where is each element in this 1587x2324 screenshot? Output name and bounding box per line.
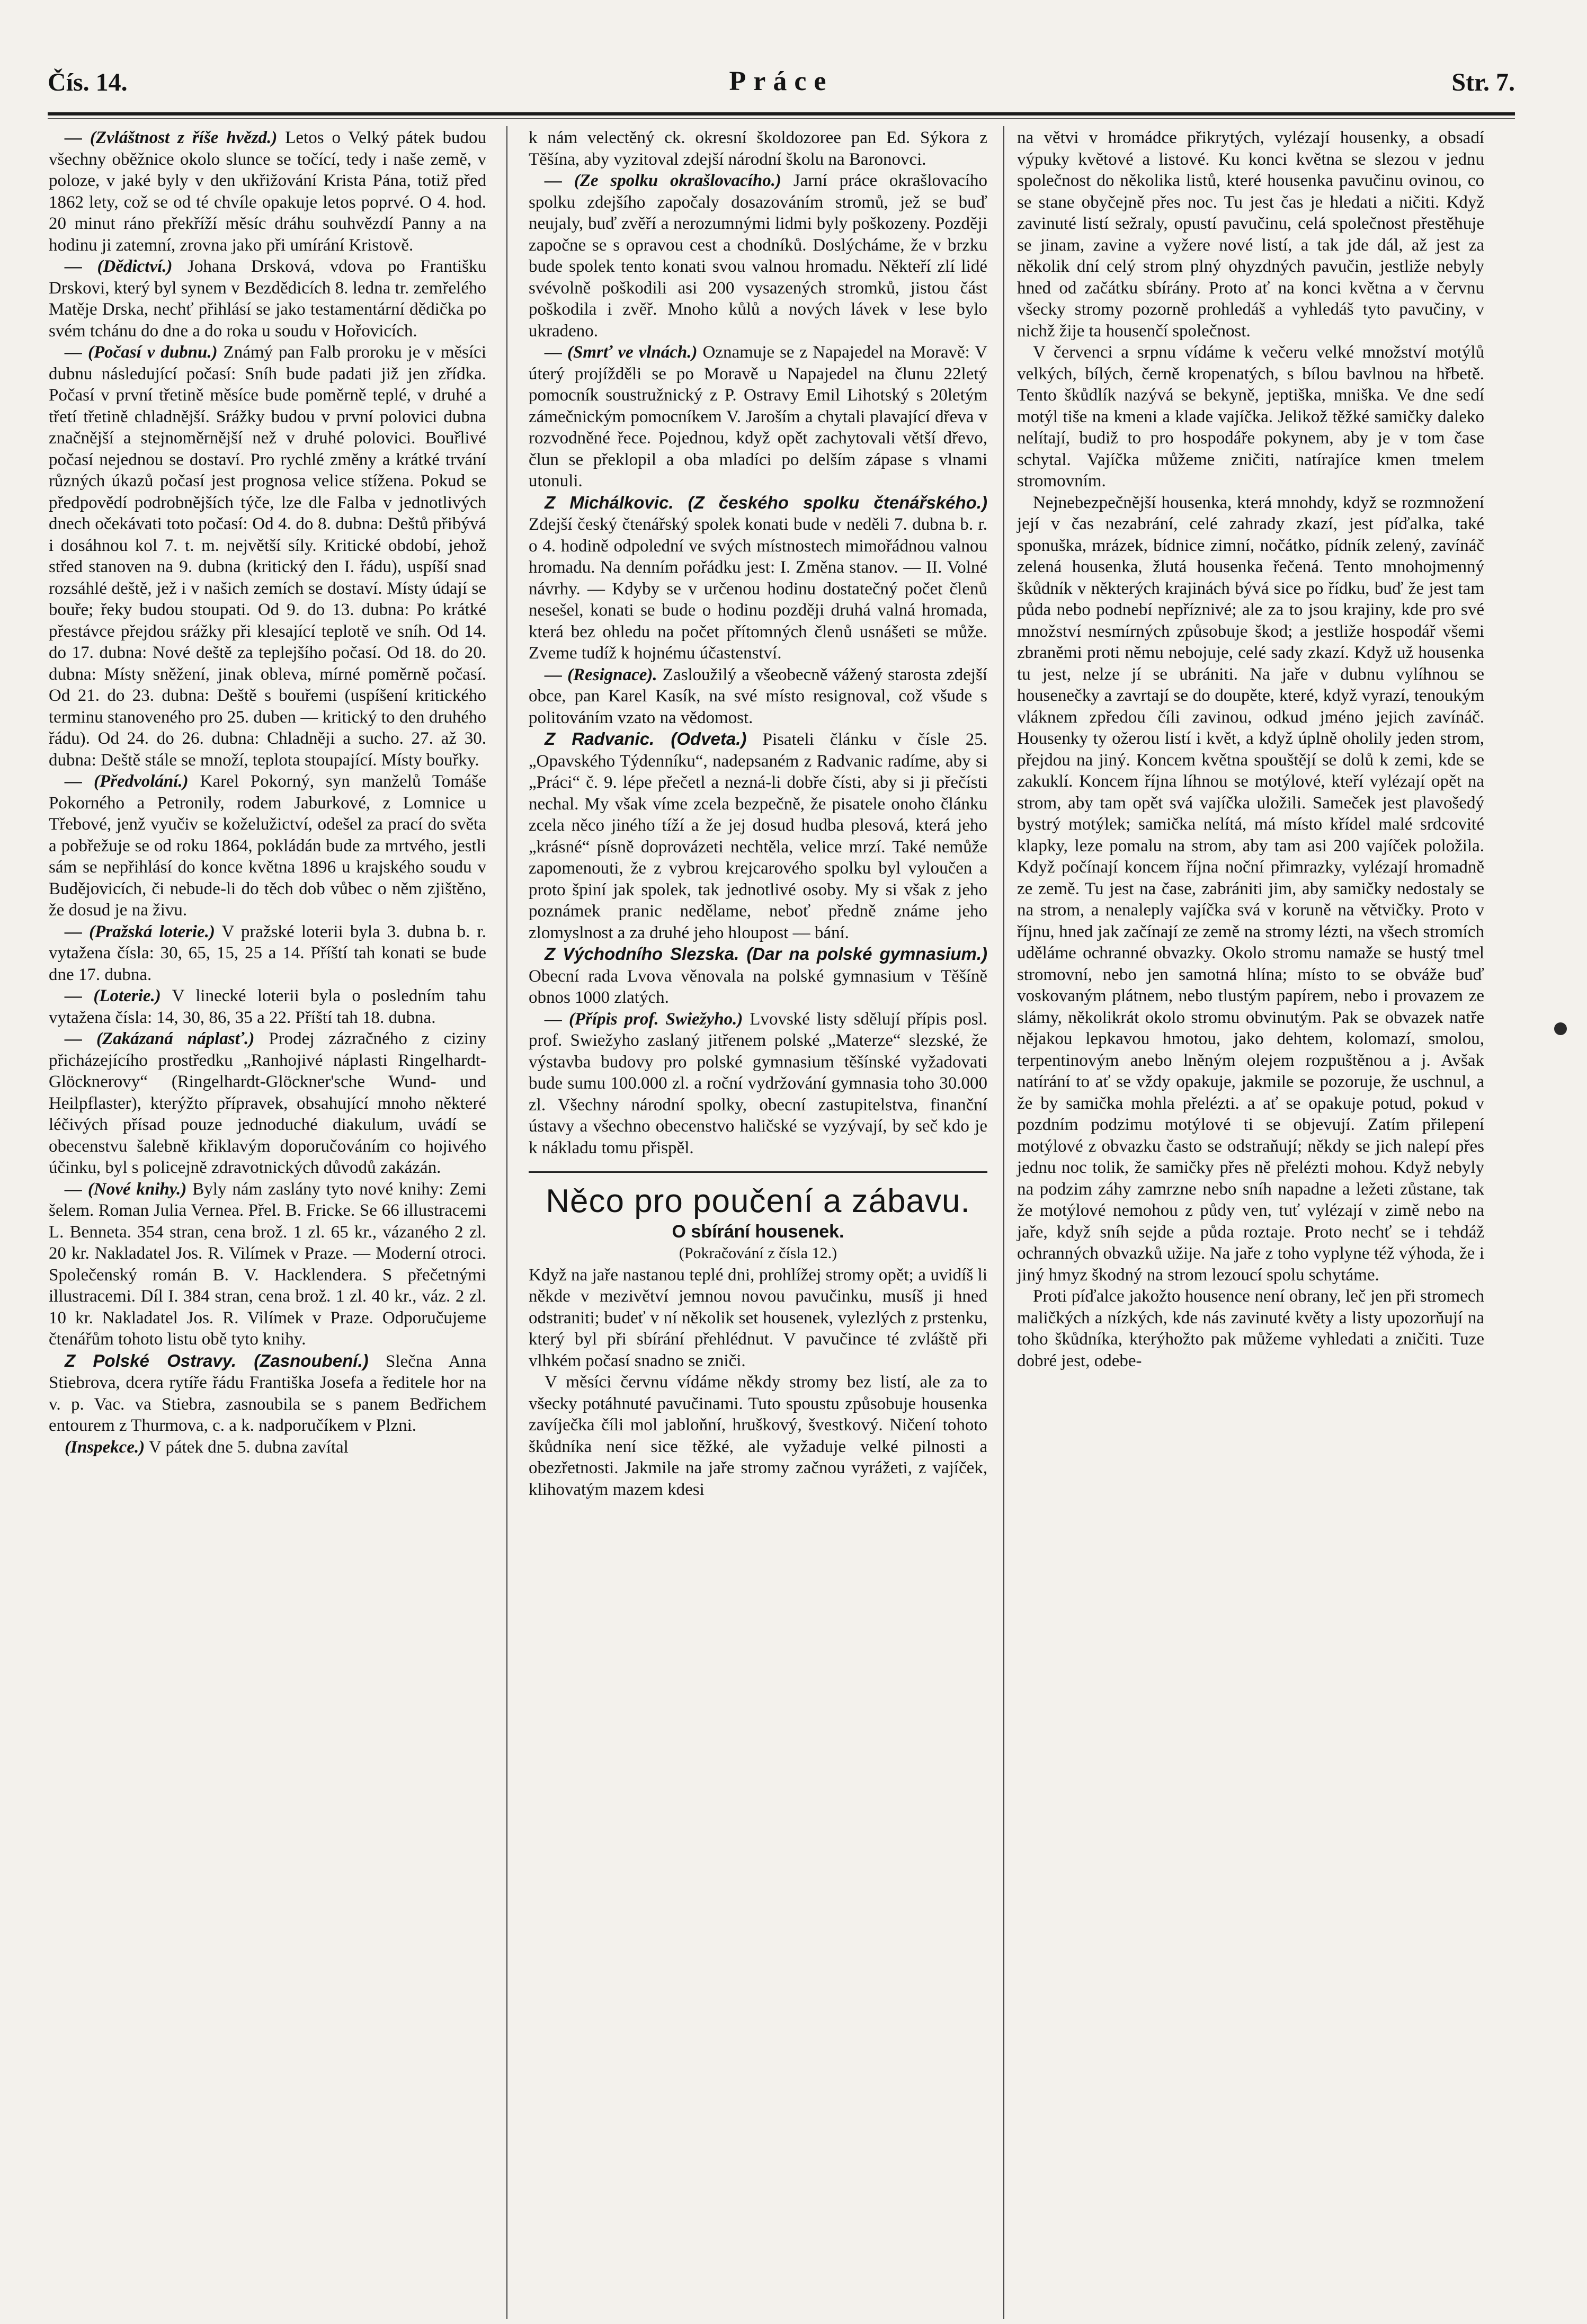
paragraph xyxy=(49,1179,486,1350)
issue-number: Čís. 14. xyxy=(48,68,128,96)
paragraph-text: Nejnebezpečnější housenka, která mnohdy, když se rozmnožení její v čas nezabrání, celé zahrady zkazí, jest píďalka, také sponuška, mrázek, bídnice zimní, nočátko, pídník zelený, zavínáč zelená housenka, žlutá housenka řečená. Tento mnohojmenný škůdník v některých krajinách bývá sice po řídku, buď že jest tam půda nebo podnebí nepříznivé; ale za to jsou krajiny, kde pro své množství nesmírných způsobuje škod; a jestliže hospodář všemi zbraněmi proti němu nebojuje, celé sady zkazí. Když už housenka tu jest, nelze jí se ubrániti. Na jaře v dubnu vylíhnou se housenečky a zavrtají se do doupěte, které, když vyrazí, tenoukým vláknem zpředou číli zavinou, odkud jméno jejich zavínáč. Housenky ty ožerou listí i květ, a když úplně oholily jeden strom, přejdou na jiný. Koncem května spouštějí se dolů k zemi, kde se zakuklí. Koncem října líhnou se motýlové, kteří vylézají opět na strom, aby tam opět svá vajíčka uložili. Sameček jest plavošedý bystrý motýlek; samička nelítá, má místo křídel malé srdcovité klapky, leze pomalu na strom, aby tam asi 200 vajíček položila. Když počínají koncem října noční přimrazky, vylézají hromadně ze země. Tu jest na čase, zabrániti jim, aby samičky nedostaly se na strom, a nenaleply vajíčka svá v koruně na větvičky. Proto v říjnu, hned jak začínají ze země na stromy lézti, na všech stromích uděláme ochranné obvazky. Okolo stromu namaže se hustý tmel stromovní, nebo jen samotná hlína; místo to se obváže buď voskovaným plátnem, nebo tlustým papírem, nebo i provazem ze slámy, několikrát okolo stromu obvinutým. Pak se obvazek natře nějakou lepkavou hmotou, jako dehtem, kolomazí, smolou, terpentinovým anebo lněným olejem rozpuštěnou a j. Avšak natírání to ať se vždy opakuje, jakmile se pozoruje, že uschnul, a že by samička mohla přelézti. a ať se opakuje potud, pokud v pozdním podzimu motýlové ti se objevují. Zatím přilepení motýlové z obvazku často se odstraňují; někdy se jich nalepí přes jednu noc tolik, že samičky přes ně přelézti mohou. Když nebyly na podzim záhy zamrzne nebo sníh napadne a ležeti zůstane, tak že motýlové nemohou z půdy ven, tuť vylézají v zimě nebo na jaře, když sníh sejde a půda roztaje. Proto nechť se i tehdáž ochranných obvazků užije. Na jaře z toho vyplyne též výhoda, že i jiný hmyz škodný na strom lezoucí spolu schytáme. xyxy=(1017,493,1484,1285)
paragraph xyxy=(49,127,486,256)
paragraph-heading: — (Resignace). xyxy=(545,665,657,684)
paragraph-text: Zasloužilý a všeobecně vážený starosta zdejší obce, pan Karel Kasík, na své místo resignoval, což všude s politováním vzato na vědomost. xyxy=(529,665,987,727)
paragraph-heading: — (Zakázaná náplasť.) xyxy=(65,1029,255,1048)
column-1 xyxy=(49,127,486,1458)
paragraph xyxy=(49,1437,486,1458)
paragraph xyxy=(49,1350,486,1437)
paragraph-text: V pátek dne 5. dubna zavítal xyxy=(145,1437,349,1457)
paragraph xyxy=(529,1265,987,1372)
paragraph-heading: — (Přípis prof. Swiežyho.) xyxy=(545,1009,743,1029)
paragraph xyxy=(529,1372,987,1500)
paragraph xyxy=(49,1028,486,1179)
column-2-news xyxy=(529,127,987,1159)
section-rule xyxy=(529,1171,987,1173)
paragraph-heading: — (Počasí v dubnu.) xyxy=(65,343,218,362)
paragraph-text: Karel Pokorný, syn manželů Tomáše Pokorného a Petronily, rodem Jaburkové, z Lomnice u Třebové, jenž vyučiv se koželužictví, odešel za prací do světa a pobřežuje se od roku 1864, pokládán bude za mrtvého, jestli sám se nepřihlásí do konce května 1896 u krajského soudu v Budějovicích, či nebude-li do těch dob vůbec o něm zjištěno, že dosud je na živu. xyxy=(49,772,486,920)
paragraph xyxy=(1017,492,1484,1286)
newspaper-title: Práce xyxy=(729,66,834,96)
paragraph-text: V linecké loterii byla o posledním tahu vytažena čísla: 14, 30, 86, 35 a 22. Příští tah 18. dubna. xyxy=(49,986,487,1027)
column-divider-2 xyxy=(1003,126,1004,2319)
paragraph-text: Slečna Anna Stiebrova, dcera rytíře řádu Františka Josefa a ředitele hor na v. p. Vac. va Stiebra, zasnoubila se s panem Bedřichem entourem z Thurmova, c. a k. nadporučíkem v Plzni. xyxy=(49,1351,486,1435)
paragraph xyxy=(1017,1286,1484,1372)
masthead-rule xyxy=(48,112,1515,115)
paragraph xyxy=(529,728,987,943)
paragraph xyxy=(49,256,486,342)
column-divider-1 xyxy=(506,126,507,2319)
paragraph-text: na větvi v hromádce přikrytých, vylézají housenky, a obsadí výpuky květové a listové. Ku konci května se slezou v jednu společnost do několika listů, které housenka pavučinu ovinou, co se stane obyčejně přes noc. Tu jest čas je hledati a ničiti. Když zavinuté listí sežraly, opustí pavučinu, celá společnost přestěhuje se jinam, zavine a vyžere nové listí, a tak jde dál, až jest za několik dní celý strom plný ohyzdných pavučin, jestliže nebyly hned od začátku sbírány. Proto ať na konci května a v červnu všecky stromy pozorně prohledáš a vyhledáš tyto pavučiny, v nichž žije ta housenčí společnost. xyxy=(1017,128,1484,341)
paragraph xyxy=(529,1009,987,1159)
paragraph-text: Když na jaře nastanou teplé dni, prohlížej stromy opět; a uvidíš li někde v mezivětví jemnou novou pavučinku, musíš ji hned odstraniti; budeť v ní několik set housenek, vylezlých z prstenku, který byl při sbírání přehlédnut. V pavučince té zvláště při vlhkém počasí snadno se zniči. xyxy=(529,1265,987,1370)
paragraph-text: Oznamuje se z Napajedel na Moravě: V úterý projížděli se po Moravě u Napajedel na člunu 22letý pomocník soustružnický z P. Ostravy Emil Lihotský s 20letým zámečnickým pomocníkem V. Jaroším a chytali plavající dřeva v rozvodněné řece. Pojednou, když opět zachytovali větší dřevo, člun se překlopil a oba mladíci po delším zápase s vlnami utonuli. xyxy=(529,343,987,491)
masthead xyxy=(48,63,1515,110)
paragraph-text: V červenci a srpnu vídáme k večeru velké množství motýlů velkých, bílých, černě kropenatých, s bílou bavlnou na hřbetě. Tento škůdlík nazývá se bekyně, jeptiška, mniška. Ve dne sedí motýl tiše na kmeni a klade vajíčka. Jelikož těžké samičky daleko nelítají, budiž to pro hospodáře pokynem, aby je v tom čase schytal. Vajíčka můžeme zničiti, natírajíce kmen tmelem stromovním. xyxy=(1017,343,1484,491)
column-2-article xyxy=(529,1265,987,1501)
paragraph-text: Proti píďalce jakožto housence není obrany, leč jen při stromech maličkých a nízkých, kde nás zavinuté květy a listy upozorňují na toho škůdníka, kterýhožto pak můžeme vyhledati a zničiti. Tuze dobré jest, odebe- xyxy=(1017,1287,1484,1370)
paragraph-text: V měsíci červnu vídáme někdy stromy bez listí, ale za to všecky potáhnuté pavučinami. Tuto spoustu způsobuje housenka zavíječka číli mol jabloňní, hruškový, švestkový. Ničení tohoto škůdníka není sice těžké, ale vyžaduje velké pilnosti a obezřetnosti. Jakmile na jaře stromy začnou vyrážeti, z vajíček, klihovatým mazem kdesi xyxy=(529,1373,987,1499)
paragraph-text: Pisateli článku v čísle 25. „Opavského Týdenníku“, nadepsaném z Radvanic radíme, aby si „Práci“ č. 9. lépe přečetl a nezná-li dobře čísti, aby si ji přečísti nechal. My však víme zcela bezpečně, že pisatele onoho článku zcela něco jiného tíží a že jej dosud hudba plesová, která jeho „krásné“ písně doprovázeti nechtěla, velice mrzí. Také nemůže zapomenouti, že z vybrou krejcarového spolku byl vyloučen a proto špiní jak spolek, tak jednotlivé osoby. My si však z jeho poznámek pranic nedělame, neboť předně známe jeho zlomyslnost a za druhé jeho hloupost — bání. xyxy=(529,730,987,942)
paragraph-text: k nám velectěný ck. okresní školdozoree pan Ed. Sýkora z Těšína, aby vyzitoval zdejší národní školu na Baronovci. xyxy=(529,128,987,169)
paragraph xyxy=(49,771,486,921)
paragraph-heading: Z Radvanic. (Odveta.) xyxy=(545,729,747,749)
paragraph-text: Prodej zázračného z ciziny přicházejícího prostředku „Ranhojivé náplasti Ringelhardt-Glöcknerovy“ (Ringelhardt-Glöckner'sche Wund- und Heilpflaster), kterýžto přípravek, obsahující mnoho některé léčivých přísad pouze jednoduché diakulum, uvádí se obecenstvu šalebně křiklavým doporučováním co hojivého účinku, byl s policejně zdravotnických důvodů zakázán. xyxy=(49,1029,486,1177)
paragraph xyxy=(49,342,486,771)
paragraph xyxy=(529,492,987,664)
paragraph-heading: — (Smrť ve vlnách.) xyxy=(545,343,698,362)
column-3 xyxy=(1017,127,1484,1372)
paragraph-heading: — (Ze spolku okrašlovacího.) xyxy=(545,171,781,190)
paragraph-heading: — (Dědictví.) xyxy=(65,257,173,276)
paragraph-heading: Z Michálkovic. (Z českého spolku čtenářského.) xyxy=(545,492,987,512)
paragraph-heading: Z Východního Slezska. (Dar na polské gymnasium.) xyxy=(545,944,987,964)
article-subtitle: (Pokračování z čísla 12.) xyxy=(679,1244,837,1262)
paragraph xyxy=(529,342,987,492)
paragraph-text: Johana Drsková, vdova po Františku Drskovi, který byl synem v Bezdědicích 8. ledna tr. zemřelého Matěje Drska, nechť přihlásí se jako testamentární dědička po svém tchánu do dne a do roka u soudu v Hořovicích. xyxy=(49,257,487,341)
page-number: Str. 7. xyxy=(1451,68,1515,96)
section-title: Něco pro poučení a zábavu. xyxy=(546,1183,970,1219)
paragraph-text: Známý pan Falb proroku je v měsíci dubnu následující počasí: Sníh bude padati již jen zřídka. Počasí v první třetině měsíce bude poměrně teplé, v druhé a třetí třetině chladnější. Srážky budou v první polovici dubna značnější a stejnoměrnější než v druhé polovici. Bouřlivé počasí nejednou se dostaví. Pro rychlé změny a krátké trvání různých úkazů počasí jest prognosa velice stížena. Pokud se předpovědí podrobnějších týče, lze dle Falba v jednotlivých dnech očekávati toto počasí: Od 4. do 8. dubna: Deštů přibývá i dosáhnou kol 7. t. m. největší síly. Kritické období, jehož střed stanoven na 9. dubna (kritický den I. řádu), uspíší snad rozsáhlé deště, jež i v našich zemích se dostaví. Místy údají se bouře; řeky budou stoupati. Od 9. do 13. dubna: Po krátké přestávce přejdou srážky při klesající teplotě ve sníh. Od 14. do 17. dubna: Nové deště za teplejšího počasí. Od 18. do 20. dubna: Místy sněžení, jinak obleva, mírné poměrně počasí. Od 21. do 23. dubna: Deště s bouřemi (uspíšení kritického terminu stanoveného pro 25. duben — kritický to den druhého řádu). Od 24. do 26. dubna: Chladněji a sucho. 27. až 30. dubna: Deště stále se množí, teplota stoupající. Místy bouřky. xyxy=(49,343,486,770)
paragraph-heading: (Inspekce.) xyxy=(65,1437,145,1457)
paragraph-heading: — (Pražská loterie.) xyxy=(65,922,215,941)
paragraph xyxy=(1017,342,1484,492)
paragraph-text: Letos o Velký pátek budou všechny oběžnice okolo slunce se točící, tedy i naše země, v poloze, v jaké byly v den ukřižování Krista Pána, totiž před 1862 lety, což se od té chvíle opakuje letos poprvé. O 4. hod. 20 minut ráno překříží měsíc dráhu souhvězdí Panny a na hodinu ji zatemní, zrovna jako při umírání Kristově. xyxy=(49,128,486,255)
paragraph xyxy=(529,127,987,170)
paragraph-heading: — (Nové knihy.) xyxy=(65,1179,187,1199)
paragraph-text: Byly nám zaslány tyto nové knihy: Zemi šelem. Roman Julia Vernea. Přel. B. Fricke. Se 66 illustracemi L. Benneta. 354 stran, cena brož. 1 zl. 65 kr., vázaného 2 zl. 20 kr. Nakladatel Jos. R. Vilímek v Praze. — Moderní otroci. Společenský román B. V. Hacklendera. S přečetnými illustracemi. Díl I. 384 stran, cena brož. 1 zl. 40 kr., váz. 2 zl. 10 kr. Nakladatel Jos. R. Vilímek v Praze. Odporučujeme čtenářům tohoto listu obě tyto knihy. xyxy=(49,1179,486,1349)
column-2 xyxy=(529,127,987,1500)
punch-hole xyxy=(1554,1022,1567,1035)
paragraph-text: V pražské loterii byla 3. dubna b. r. vytažena čísla: 30, 65, 15, 25 a 14. Příští tah konati se bude dne 17. dubna. xyxy=(49,922,486,984)
article-title: O sbírání housenek. xyxy=(672,1222,844,1242)
paragraph xyxy=(49,985,486,1028)
paragraph-heading: — (Loterie.) xyxy=(65,986,161,1005)
paragraph-text: Lvovské listy sdělují přípis posl. prof. Swiežyho zaslaný jitřenem polské „Materze“ slezské, že výstavba budovy pro polské gymnasium těšínské vyžadovati bude sumu 100.000 zl. a roční vydržování gymnasia toho 30.000 zl. Všechny národní spolky, obecní zastupitelstva, finanční ústavy a všechno obecenstvo haličské se vyzývají, by seč kdo je k nákladu tomu přispěl. xyxy=(529,1009,988,1157)
paragraph xyxy=(49,921,486,986)
paragraph-text: Zdejší český čtenářský spolek konati bude v neděli 7. dubna b. r. o 4. hodině odpolední ve svých místnostech mimořádnou valnou hromadu. Na denním pořádku jest: I. Změna stanov. — II. Volné návrhy. — Kdyby se v určenou hodinu dostatečný počet členů nesešel, konati se bude o hodinu později druhá valná hromada, která bez ohledu na počet přítomných členů usnášeti se může. Zveme tudíž k hojnému účastenství. xyxy=(529,515,987,663)
paragraph-text: Jarní práce okrašlovacího spolku zdejšího započaly dosazováním stromů, jež se buď neujaly, buď zvěří a nerozumnými lidmi byly poškozeny. Později započne se s opravou cest a chodníků. Doslýcháme, že v brzku bude spolek tento konati svou valnou hromadu. Někteří zlí lidé svévolně poškodili asi 200 vysazených stromků, jistou část poškodila i zvěř. Mnoho kůlů a nových lávek v lese bylo ukradeno. xyxy=(529,171,987,341)
paragraph-text: Obecní rada Lvova věnovala na polské gymnasium v Těšíně obnos 1000 zlatých. xyxy=(529,966,987,1007)
paragraph-heading: — (Předvolání.) xyxy=(65,772,189,791)
paragraph xyxy=(529,664,987,729)
masthead-rule-thin xyxy=(48,118,1515,119)
paragraph xyxy=(1017,127,1484,342)
paragraph-heading: — (Zvláštnost z říše hvězd.) xyxy=(65,128,278,147)
paragraph xyxy=(529,943,987,1009)
paragraph-heading: Z Polské Ostravy. (Zasnoubení.) xyxy=(65,1350,369,1370)
paragraph xyxy=(529,170,987,342)
